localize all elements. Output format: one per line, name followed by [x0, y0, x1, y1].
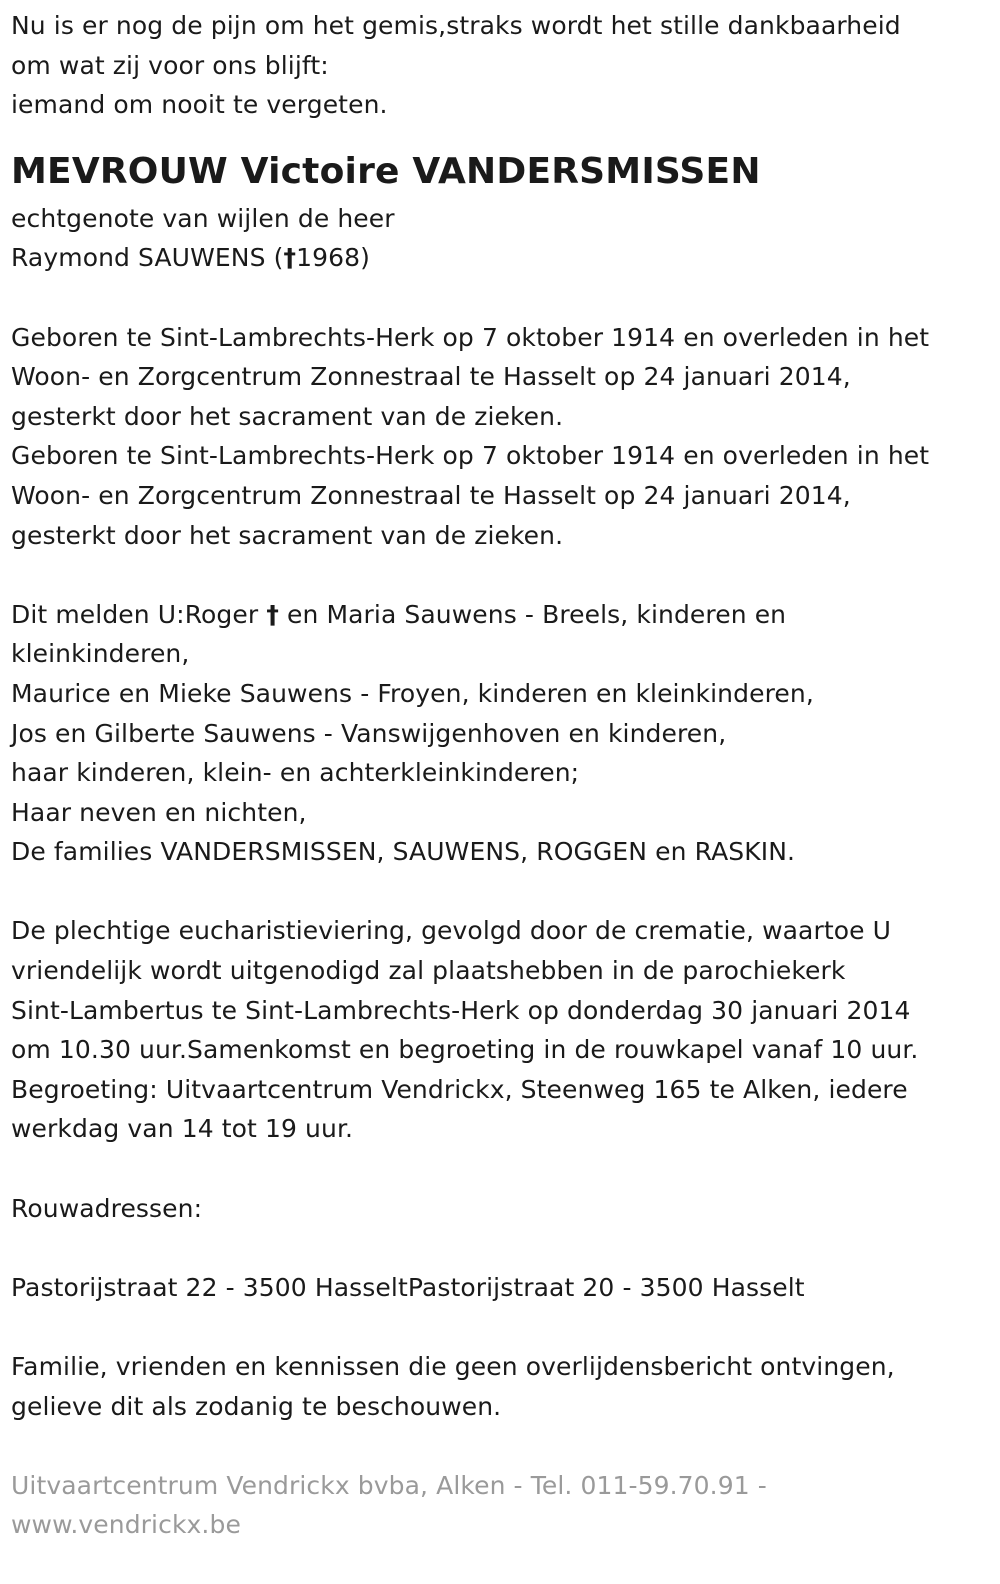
footer-website: www.vendrickx.be: [11, 1510, 241, 1540]
text-line: De plechtige eucharistieviering, gevolgd door de crematie, waartoe U: [11, 916, 892, 946]
text-line: Geboren te Sint-Lambrechts-Herk op 7 oktober 1914 en overleden in het: [11, 322, 930, 352]
addresses-text: Pastorijstraat 22 - 3500 HasseltPastorijstraat 20 - 3500 Hasselt: [11, 1272, 805, 1302]
spouse-year: 1968): [296, 243, 370, 273]
ceremony-paragraph: [11, 911, 988, 1149]
spouse-info: [11, 199, 988, 278]
spouse-name: Raymond SAUWENS (: [11, 243, 284, 273]
family-first-part: Dit melden U:Roger: [11, 599, 267, 629]
text-line: Sint-Lambertus te Sint-Lambrechts-Herk op donderdag 30 januari 2014: [11, 995, 911, 1025]
text-line: gesterkt door het sacrament van de zieken.: [11, 401, 564, 431]
spouse-line: echtgenote van wijlen de heer: [11, 203, 395, 233]
text-line: [11, 595, 988, 635]
closing-paragraph: [11, 1347, 988, 1426]
intro-line: Nu is er nog de pijn om het gemis,straks wordt het stille dankbaarheid: [11, 11, 901, 40]
text-line: Familie, vrienden en kennissen die geen overlijdensbericht ontvingen,: [11, 1352, 895, 1381]
text-line: haar kinderen, klein- en achterkleinkinderen;: [11, 758, 580, 788]
intro-line: om wat zij voor ons blijft:: [11, 50, 329, 80]
addresses-label: Rouwadressen:: [11, 1193, 203, 1223]
text-line: werkdag van 14 tot 19 uur.: [11, 1114, 354, 1144]
text-line: Jos en Gilberte Sauwens - Vanswijgenhoven en kinderen,: [11, 718, 727, 748]
text-line: De families VANDERSMISSEN, SAUWENS, ROGGEN en RASKIN.: [11, 837, 796, 867]
spouse-line: [11, 238, 988, 278]
text-line: Woon- en Zorgcentrum Zonnestraal te Hasselt op 24 januari 2014,: [11, 362, 851, 392]
text-line: Haar neven en nichten,: [11, 797, 307, 827]
text-line: om 10.30 uur.Samenkomst en begroeting in de rouwkapel vanaf 10 uur.: [11, 1035, 919, 1065]
intro-verse: [11, 6, 988, 125]
text-line: Geboren te Sint-Lambrechts-Herk op 7 oktober 1914 en overleden in het: [11, 441, 930, 471]
spacer: [11, 1149, 988, 1189]
text-line: vriendelijk wordt uitgenodigd zal plaatshebben in de parochiekerk: [11, 956, 846, 986]
spacer: [11, 872, 988, 912]
text-line: Woon- en Zorgcentrum Zonnestraal te Hasselt op 24 januari 2014,: [11, 480, 851, 510]
cross-icon: †: [266, 599, 279, 629]
funeral-home-footer: [11, 1466, 988, 1545]
spacer: [11, 1426, 988, 1466]
spacer: [11, 555, 988, 595]
spacer: [11, 278, 988, 318]
deceased-name: MEVROUW Victoire VANDERSMISSEN: [11, 150, 761, 192]
spacer: [11, 1228, 988, 1268]
text-line: Begroeting: Uitvaartcentrum Vendrickx, Steenweg 165 te Alken, iedere: [11, 1074, 908, 1104]
birth-death-paragraph: [11, 318, 988, 556]
text-line: gesterkt door het sacrament van de zieken.: [11, 520, 564, 550]
intro-line: iemand om nooit te vergeten.: [11, 90, 388, 120]
text-line: kleinkinderen,: [11, 639, 190, 669]
spacer: [11, 1307, 988, 1347]
text-line: gelieve dit als zodanig te beschouwen.: [11, 1391, 502, 1421]
family-first-rest: en Maria Sauwens - Breels, kinderen en: [278, 599, 787, 629]
family-paragraph: [11, 595, 988, 872]
footer-line: Uitvaartcentrum Vendrickx bvba, Alken - Tel. 011-59.70.91 -: [11, 1470, 767, 1500]
text-line: Maurice en Mieke Sauwens - Froyen, kinderen en kleinkinderen,: [11, 678, 814, 708]
cross-icon: †: [283, 243, 297, 273]
